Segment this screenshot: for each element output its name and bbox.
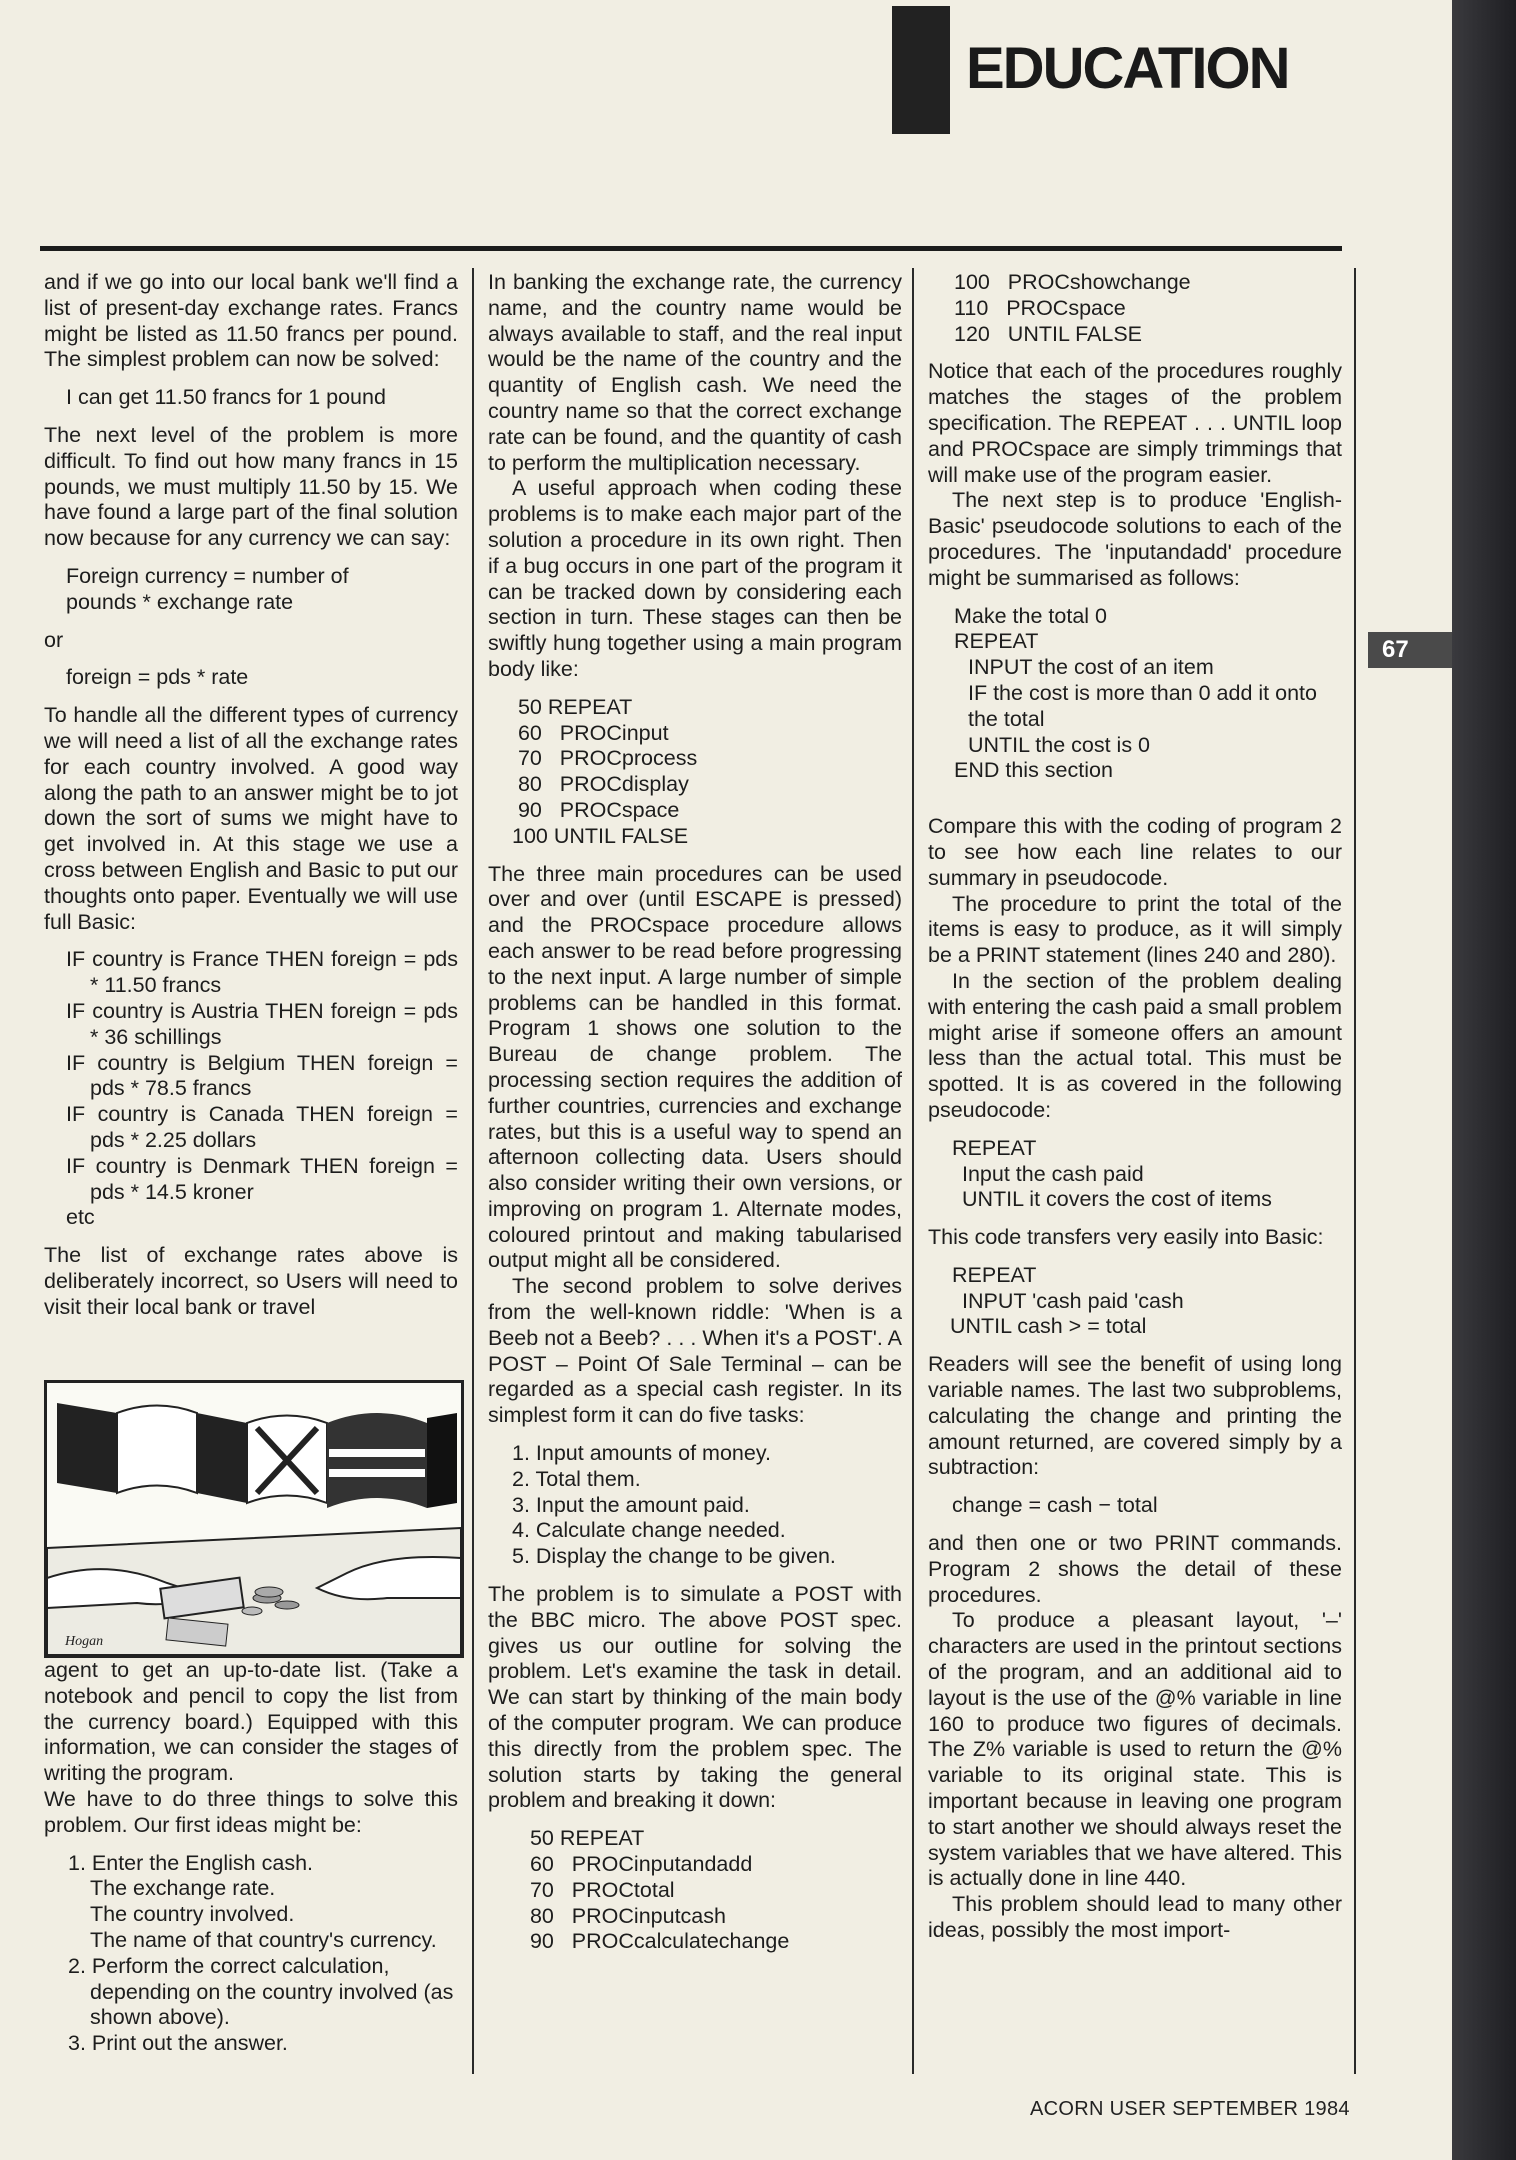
column-2 <box>488 270 902 1955</box>
header-block-marker <box>892 6 950 134</box>
code-line: 90 PROCcalculatechange <box>524 1929 790 1954</box>
column-divider-1 <box>472 268 474 2074</box>
page-number-tab: 67 <box>1368 632 1452 668</box>
pseudocode-block <box>954 604 1342 785</box>
paragraph: Notice that each of the procedures roughly matches the stages of the problem specification. The REPEAT . . . UNTIL loop and PROCspace are simply trimmings that will make use of the program easier. <box>928 359 1342 487</box>
paragraph: The second problem to solve derives from the well-known riddle: 'When is a Beeb not a Beeb? . . . When it's a POST'. A POST – Point Of Sale Terminal – can be regarded as a special cash register. In its simplest form it can do five tasks: <box>488 1274 902 1428</box>
header-rule <box>40 246 1342 251</box>
column-1 <box>44 270 458 1320</box>
binding-edge <box>1452 0 1516 2160</box>
pseudocode-line: UNTIL it covers the cost of items <box>962 1187 1272 1212</box>
list-item: 2. Total them. <box>512 1466 641 1491</box>
formula: Foreign currency = number of pounds * exchange rate <box>66 563 349 614</box>
list-item: 1. Enter the English cash. <box>68 1850 314 1875</box>
pseudocode-line: Make the total 0 <box>954 603 1107 628</box>
code-line: 90 PROCspace <box>512 797 680 822</box>
code-line: 100 PROCshowchange <box>954 270 1191 294</box>
steps-list <box>68 1851 458 2057</box>
list-sub-item: The country involved. <box>90 1902 295 1927</box>
pseudocode-block <box>952 1136 1342 1213</box>
paragraph: The next step is to produce 'English-Basic' pseudocode solutions to each of the procedures. The 'inputandadd' procedure might be summarised as follows: <box>928 488 1342 590</box>
pseudocode-line: REPEAT <box>954 629 1039 654</box>
if-line: IF country is Austria THEN foreign = pds * 36 schillings <box>66 998 458 1049</box>
paragraph: We have to do three things to solve this problem. Our first ideas might be: <box>44 1786 458 1837</box>
list-sub-item: The exchange rate. <box>90 1876 276 1901</box>
list-item: 2. Perform the correct calculation, depending on the country involved (as shown above). <box>68 1953 454 2030</box>
formula: foreign = pds * rate <box>66 665 249 690</box>
paragraph: or <box>44 627 64 652</box>
code-block <box>512 695 902 850</box>
pseudocode-block <box>952 1263 1342 1340</box>
code-line: 110 PROCspace <box>954 295 1126 320</box>
code-line: 50 REPEAT <box>524 1826 645 1851</box>
if-line: IF country is Denmark THEN foreign = pds * 14.5 kroner <box>66 1153 458 1204</box>
list-item: 3. Print out the answer. <box>68 2031 288 2056</box>
pseudocode-line: REPEAT <box>952 1262 1037 1287</box>
pseudocode-line: Input the cash paid <box>962 1161 1144 1186</box>
code-line: 70 PROCprocess <box>512 746 698 771</box>
code-line: 50 REPEAT <box>512 694 633 719</box>
column-3 <box>928 270 1342 1944</box>
paragraph: This code transfers very easily into Basic: <box>928 1225 1324 1250</box>
paragraph: Readers will see the benefit of using long variable names. The last two subproblems, calculating the change and printing the amount returned, are covered simply by a subtraction: <box>928 1352 1342 1480</box>
page-footer: ACORN USER SEPTEMBER 1984 <box>1030 2098 1350 2120</box>
code-line: 60 PROCinputandadd <box>524 1852 753 1877</box>
paragraph: The list of exchange rates above is deliberately incorrect, so Users will need to visit their local bank or travel <box>44 1243 458 1319</box>
column-divider-2 <box>912 268 914 2074</box>
paragraph: This problem should lead to many other ideas, possibly the most import- <box>928 1892 1342 1943</box>
flags-cash-illustration <box>44 1380 464 1658</box>
if-line: IF country is France THEN foreign = pds * 11.50 francs <box>66 947 458 998</box>
paragraph: The problem is to simulate a POST with the BBC micro. The above POST spec. gives us our outline for solving the problem. Let's examine the task in detail. We can start by thinking of the main body of the computer program. We can produce this directly from the problem spec. The solution starts by taking the general problem and breaking it down: <box>488 1582 902 1813</box>
code-block <box>954 270 1342 347</box>
pseudocode-line: REPEAT <box>952 1135 1037 1160</box>
list-item: 1. Input amounts of money. <box>512 1441 771 1466</box>
illustration-signature: Hogan <box>65 1634 104 1649</box>
code-line: 80 PROCdisplay <box>512 772 689 797</box>
paragraph: and then one or two PRINT commands. Program 2 shows the detail of these procedures. <box>928 1531 1342 1607</box>
code-block <box>524 1826 902 1955</box>
code-line: 80 PROCinputcash <box>524 1903 726 1928</box>
section-title: EDUCATION <box>966 36 1289 101</box>
code-line: 100 UNTIL FALSE <box>512 823 689 848</box>
paragraph: Compare this with the coding of program 2 to see how each line relates to our summary in pseudocode. <box>928 814 1342 890</box>
pseudocode-line: IF the cost is more than 0 add it onto the total <box>968 680 1317 731</box>
paragraph: In the section of the problem dealing with entering the cash paid a small problem might arise if someone offers an amount less than the actual total. This must be spotted. It is as covered in the following pseudocode: <box>928 968 1342 1122</box>
paragraph: In banking the exchange rate, the currency name, and the country name would be always available to staff, and the real input would be the name of the country and the quantity of English cash. We need the country name so that the correct exchange rate can be found, and the quantity of cash to perform the multiplication necessary. <box>488 270 902 475</box>
pseudocode-line: INPUT 'cash paid 'cash <box>962 1288 1184 1313</box>
paragraph: The next level of the problem is more difficult. To find out how many francs in 15 pounds, we must multiply 11.50 by 15. We have found a large part of the final solution now because for any currency we can say: <box>44 422 458 551</box>
paragraph: and if we go into our local bank we'll find a list of present-day exchange rates. Francs might be listed as 11.50 francs per pound. The simplest problem can now be solved: <box>44 270 458 372</box>
paragraph: To produce a pleasant layout, '–' characters are used in the printout sections of the program, and an additional aid to layout is the use of the @% variable in line 160 to produce two figures of decimals. The Z% variable is used to return the @% variable to its original state. This is important because in leaving one program to start another we should always reset the system variables that we have altered. This is actually done in line 440. <box>928 1608 1342 1891</box>
list-item: 5. Display the change to be given. <box>512 1544 836 1569</box>
paragraph: A useful approach when coding these problems is to make each major part of the solution a procedure in its own right. Then if a bug occurs in one part of the program it can be tracked down by considering each section in turn. These stages can then be swiftly hung together using a main program body like: <box>488 476 902 681</box>
pseudocode-line: UNTIL cash > = total <box>950 1314 1147 1339</box>
example-line: I can get 11.50 francs for 1 pound <box>66 385 386 410</box>
pseudocode-line: INPUT the cost of an item <box>968 655 1214 680</box>
tasks-list <box>512 1441 902 1570</box>
if-line: IF country is Belgium THEN foreign = pds * 78.5 francs <box>66 1050 458 1101</box>
code-line: 120 UNTIL FALSE <box>954 321 1143 346</box>
pseudocode-line: END this section <box>954 758 1113 783</box>
if-line: IF country is Canada THEN foreign = pds * 2.25 dollars <box>66 1102 458 1152</box>
if-statements <box>66 947 458 1231</box>
code-line: 70 PROCtotal <box>524 1877 675 1902</box>
column-divider-3 <box>1354 268 1356 2074</box>
column-1-continued <box>44 1658 458 2069</box>
list-item: 3. Input the amount paid. <box>512 1492 750 1517</box>
pseudocode-line: UNTIL the cost is 0 <box>968 732 1151 757</box>
paragraph: The procedure to print the total of the items is easy to produce, as it will simply be a PRINT statement (lines 240 and 280). <box>928 891 1342 968</box>
list-sub-item: The name of that country's currency. <box>90 1927 437 1952</box>
list-item: 4. Calculate change needed. <box>512 1518 786 1543</box>
illustration-drawing <box>47 1383 461 1655</box>
paragraph: agent to get an up-to-date list. (Take a notebook and pencil to copy the list from the currency board.) Equipped with this information, we can consider the stages of writing the program. <box>44 1658 458 1786</box>
paragraph: The three main procedures can be used over and over (until ESCAPE is pressed) and the PROCspace procedure allows each answer to be read before progressing to the next input. A large number of simple problems can be handled in this format. Program 1 shows one solution to the Bureau de change problem. The processing section requires the addition of further countries, currencies and exchange rates, but this is a useful way to spend an afternoon collecting data. Users should also consider writing their own versions, or improving on program 1. Alternate modes, coloured printout and making tabularised output might all be considered. <box>488 861 902 1273</box>
code-line: 60 PROCinput <box>512 720 669 745</box>
etc-line: etc <box>66 1205 95 1230</box>
equation: change = cash − total <box>952 1493 1158 1518</box>
paragraph: To handle all the different types of currency we will need a list of all the exchange rates for each country involved. A good way along the path to an answer might be to jot down the sort of sums we might have to get involved in. At this stage we use a cross between English and Basic to put our thoughts onto paper. Eventually we will use full Basic: <box>44 703 458 934</box>
